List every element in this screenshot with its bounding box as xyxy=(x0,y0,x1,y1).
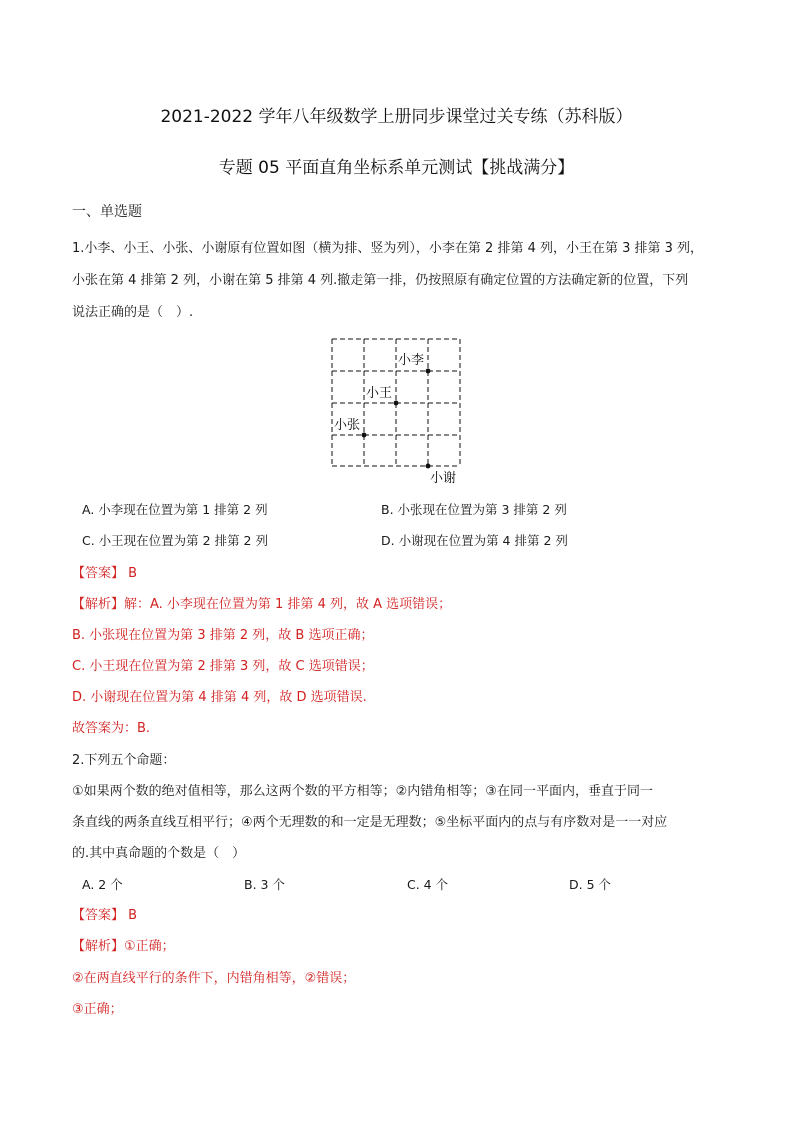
point-xiaoli xyxy=(426,369,431,374)
q2-option-a: A. 2 个 xyxy=(82,877,123,892)
q2-option-c: C. 4 个 xyxy=(407,877,449,892)
q1-stem-line-1: 1.小李、小王、小张、小谢原有位置如图（横为排、竖为列），小李在第 2 排第 4 列，小王在第 3 排第 3 列， xyxy=(72,241,704,256)
q2-option-b: B. 3 个 xyxy=(244,877,285,892)
q2-analysis-line-1: 【解析】①正确； xyxy=(72,939,175,954)
q2-stem-line-4: 的.其中真命题的个数是（ ） xyxy=(72,846,246,861)
q2-stem-line-1: 2.下列五个命题： xyxy=(72,753,176,768)
q1-analysis-line-2: B. 小张现在位置为第 3 排第 2 列，故 B 选项正确； xyxy=(72,628,374,643)
q1-option-b: B. 小张现在位置为第 3 排第 2 列 xyxy=(381,502,567,517)
q2-analysis-line-2: ②在两直线平行的条件下，内错角相等，②错误； xyxy=(72,971,356,986)
label-xiaozhang: 小张 xyxy=(334,418,361,433)
point-xiaozhang xyxy=(362,433,367,438)
q1-stem-line-2: 小张在第 4 排第 2 列，小谢在第 5 排第 4 列.撤走第一排，仍按照原有确定位置的方法确定新的位置，下列 xyxy=(72,273,689,288)
q1-stem-line-3: 说法正确的是（ ）. xyxy=(72,305,194,320)
q2-analysis-line-3: ③正确； xyxy=(72,1002,123,1017)
q1-analysis-line-1: 【解析】解：A. 小李现在位置为第 1 排第 4 列，故 A 选项错误； xyxy=(72,597,452,612)
q2-stem-line-3: 条直线的两条直线互相平行；④两个无理数的和一定是无理数；⑤坐标平面内的点与有序数对是一一对应 xyxy=(72,815,668,830)
label-xiaoli: 小李 xyxy=(398,353,425,368)
q1-option-a: A. 小李现在位置为第 1 排第 2 列 xyxy=(82,502,268,517)
point-xiaowang xyxy=(394,401,399,406)
label-xiaowang: 小王 xyxy=(366,386,393,401)
q1-analysis-line-3: C. 小王现在位置为第 2 排第 3 列，故 C 选项错误； xyxy=(72,659,374,674)
q1-answer: 【答案】 B xyxy=(72,566,138,581)
q2-stem-line-2: ①如果两个数的绝对值相等，那么这两个数的平方相等；②内错角相等；③在同一平面内，垂直于同一 xyxy=(72,784,653,799)
document-subtitle: 专题 05 平面直角坐标系单元测试【挑战满分】 xyxy=(218,158,575,178)
q1-analysis-conclusion: 故答案为：B. xyxy=(72,721,151,736)
section-heading: 一、单选题 xyxy=(72,204,142,220)
q1-analysis-line-4: D. 小谢现在位置为第 4 排第 4 列，故 D 选项错误. xyxy=(72,690,367,705)
label-xiaoxie: 小谢 xyxy=(430,471,457,486)
q2-answer: 【答案】 B xyxy=(72,908,138,923)
q2-option-d: D. 5 个 xyxy=(569,877,611,892)
document-title: 2021-2022 学年八年级数学上册同步课堂过关专练（苏科版） xyxy=(160,107,633,127)
point-xiaoxie xyxy=(426,464,431,469)
seat-grid-figure xyxy=(320,330,480,490)
q1-option-d: D. 小谢现在位置为第 4 排第 2 列 xyxy=(381,533,568,548)
q1-option-c: C. 小王现在位置为第 2 排第 2 列 xyxy=(82,533,268,548)
